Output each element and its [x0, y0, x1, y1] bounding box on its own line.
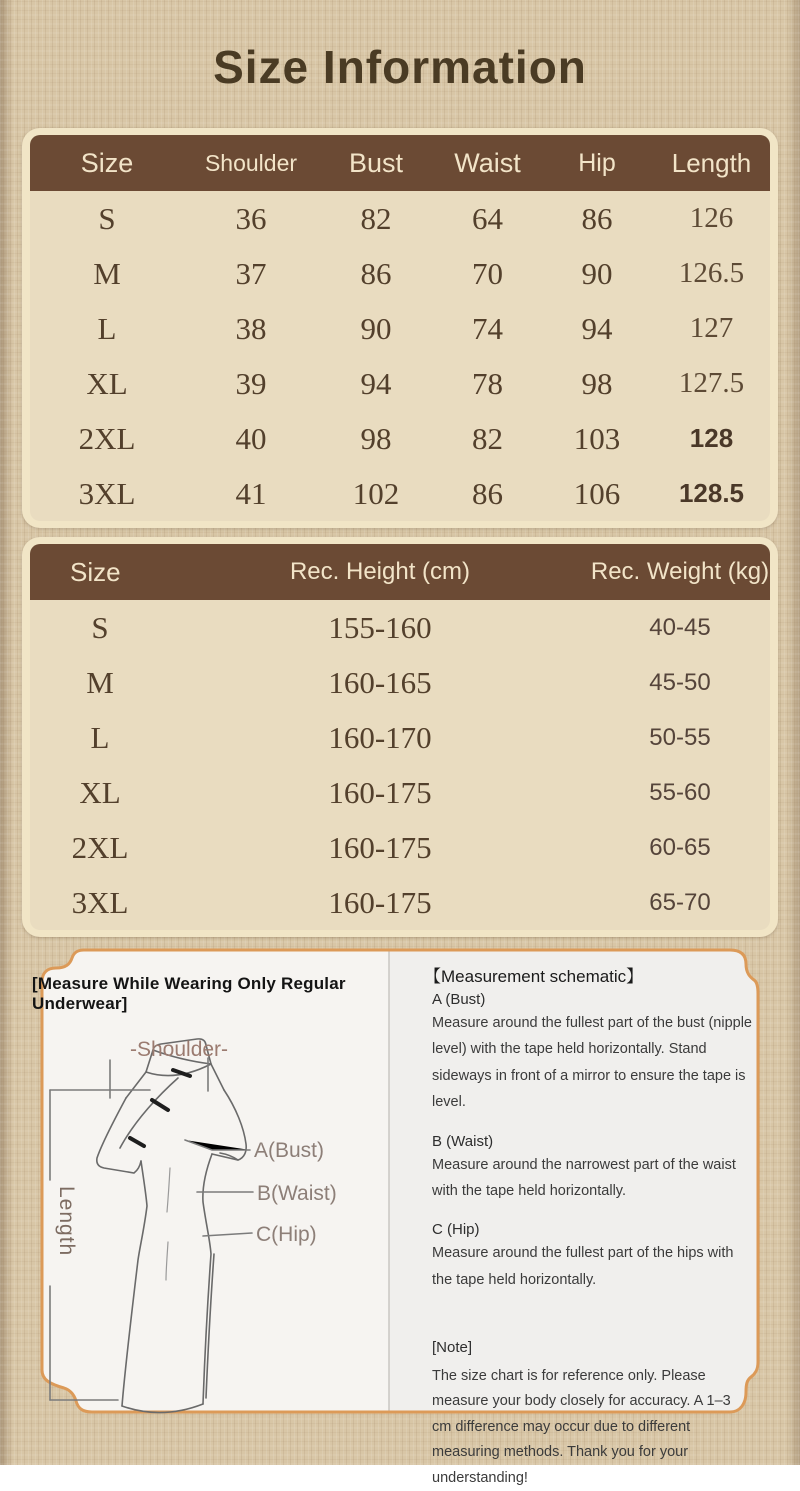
table-cell: 128.5	[678, 478, 745, 508]
measurement-instructions	[392, 948, 760, 1486]
size-table	[30, 135, 770, 521]
table-row	[30, 765, 770, 820]
fit-table	[30, 544, 770, 930]
column-header-bust: Bust	[348, 147, 404, 178]
table-cell: 64	[472, 200, 503, 236]
table-cell: 82	[360, 200, 392, 236]
table-cell: 74	[472, 310, 503, 346]
column-header-hip: Hip	[578, 148, 616, 177]
measurement-guide-card	[32, 948, 760, 1486]
table-cell: 3XL	[78, 475, 136, 511]
section-body-hip: Measure around the fullest part of the hips with the tape held horizontally.	[432, 1245, 734, 1288]
table-cell: 86	[360, 255, 392, 291]
table-cell: M	[93, 255, 121, 291]
table-cell: M	[86, 664, 114, 700]
table-cell: S	[98, 200, 116, 236]
column-header-length: Length	[671, 147, 752, 178]
annotation-lines	[50, 1058, 253, 1400]
table-cell: 41	[235, 475, 267, 511]
table-cell: 65-70	[649, 888, 711, 916]
table-cell: 126.5	[678, 257, 745, 289]
shoulder-label: -Shoulder-	[130, 1038, 229, 1061]
table-cell: 55-60	[649, 778, 711, 806]
table-cell: 82	[472, 420, 503, 456]
schematic-title: 【Measurement schematic】	[424, 967, 644, 986]
table-cell: 106	[573, 475, 621, 511]
table-row	[30, 466, 770, 521]
table-cell: 50-55	[649, 723, 711, 751]
table-cell: 38	[235, 310, 267, 346]
table-cell: XL	[79, 774, 121, 810]
column-header-waist: Waist	[454, 147, 521, 178]
column-header-rec-height: Rec. Height (cm)	[289, 558, 471, 585]
table-cell: XL	[86, 365, 128, 401]
column-header-shoulder: Shoulder	[204, 149, 298, 176]
table-cell: 160-175	[328, 884, 432, 920]
size-table-body	[30, 191, 770, 521]
table-cell: S	[91, 609, 109, 645]
table-cell: 40	[235, 420, 267, 456]
table-cell: 102	[352, 475, 400, 511]
table-cell: 103	[573, 420, 621, 456]
table-cell: 2XL	[71, 829, 129, 865]
table-row	[30, 411, 770, 466]
section-body-waist: Measure around the narrowest part of the waist with the tape held horizontally.	[432, 1156, 736, 1199]
table-cell: 86	[472, 475, 503, 511]
table-cell: 70	[472, 255, 503, 291]
table-cell: 3XL	[71, 884, 129, 920]
size-table-panel	[22, 128, 778, 528]
section-heading-hip: C (Hip)	[432, 1221, 480, 1239]
fit-table-body	[30, 600, 770, 930]
table-cell: 160-165	[328, 664, 432, 700]
table-cell: 78	[472, 365, 503, 401]
table-cell: 37	[235, 255, 267, 291]
table-cell: 128	[689, 423, 734, 453]
fit-table-header-row	[30, 544, 770, 600]
note-body: The size chart is for reference only. Please measure your body closely for accuracy. A 1–3 cm difference may occur due to different measuring methods. Thank you for your understanding!	[432, 1368, 731, 1486]
table-row	[30, 820, 770, 875]
table-row	[30, 191, 770, 246]
table-cell: 155-160	[328, 609, 432, 645]
table-cell: 127.5	[678, 367, 745, 399]
table-cell: 86	[581, 200, 613, 236]
page-title: Size Information	[213, 41, 587, 93]
table-row	[30, 356, 770, 411]
column-header-rec-weight: Rec. Weight (kg)	[590, 558, 770, 585]
table-row	[30, 246, 770, 301]
section-heading-waist: B (Waist)	[432, 1132, 494, 1150]
table-cell: L	[97, 310, 117, 346]
table-row	[30, 655, 770, 710]
measure-instruction-title: [Measure While Wearing Only Regular Underwear]	[32, 974, 346, 1013]
table-cell: 98	[360, 420, 392, 456]
column-header-size: Size	[70, 556, 121, 587]
length-label: Length	[55, 1186, 78, 1257]
table-cell: 39	[235, 365, 267, 401]
table-cell: 36	[235, 200, 267, 236]
table-cell: 90	[360, 310, 392, 346]
size-table-header-row	[30, 135, 770, 191]
table-row	[30, 301, 770, 356]
table-cell: 160-170	[328, 719, 432, 755]
hip-label: C(Hip)	[256, 1223, 317, 1246]
table-cell: 90	[581, 255, 613, 291]
table-cell: 94	[360, 365, 392, 401]
section-body-bust: Measure around the fullest part of the bust (nipple level) with the tape held horizontally. Stand sideways in front of a mirror to ensure the tape is level.	[432, 1015, 752, 1111]
fit-table-panel	[22, 537, 778, 937]
table-row	[30, 875, 770, 930]
table-row	[30, 600, 770, 655]
bust-label: A(Bust)	[254, 1139, 325, 1162]
table-cell: L	[90, 719, 110, 755]
table-cell: 127	[689, 312, 734, 344]
table-cell: 160-175	[328, 829, 432, 865]
column-header-size: Size	[80, 147, 134, 178]
table-cell: 94	[581, 310, 613, 346]
table-row	[30, 710, 770, 765]
table-cell: 160-175	[328, 774, 432, 810]
table-cell: 126	[689, 202, 734, 234]
table-cell: 2XL	[78, 420, 136, 456]
table-cell: 40-45	[649, 613, 711, 641]
waist-label: B(Waist)	[257, 1182, 337, 1205]
dress-outline	[97, 1039, 246, 1413]
table-cell: 98	[581, 365, 613, 401]
note-heading: [Note]	[432, 1339, 473, 1356]
section-heading-bust: A (Bust)	[432, 991, 486, 1008]
table-cell: 45-50	[649, 668, 711, 696]
table-cell: 60-65	[649, 833, 711, 861]
